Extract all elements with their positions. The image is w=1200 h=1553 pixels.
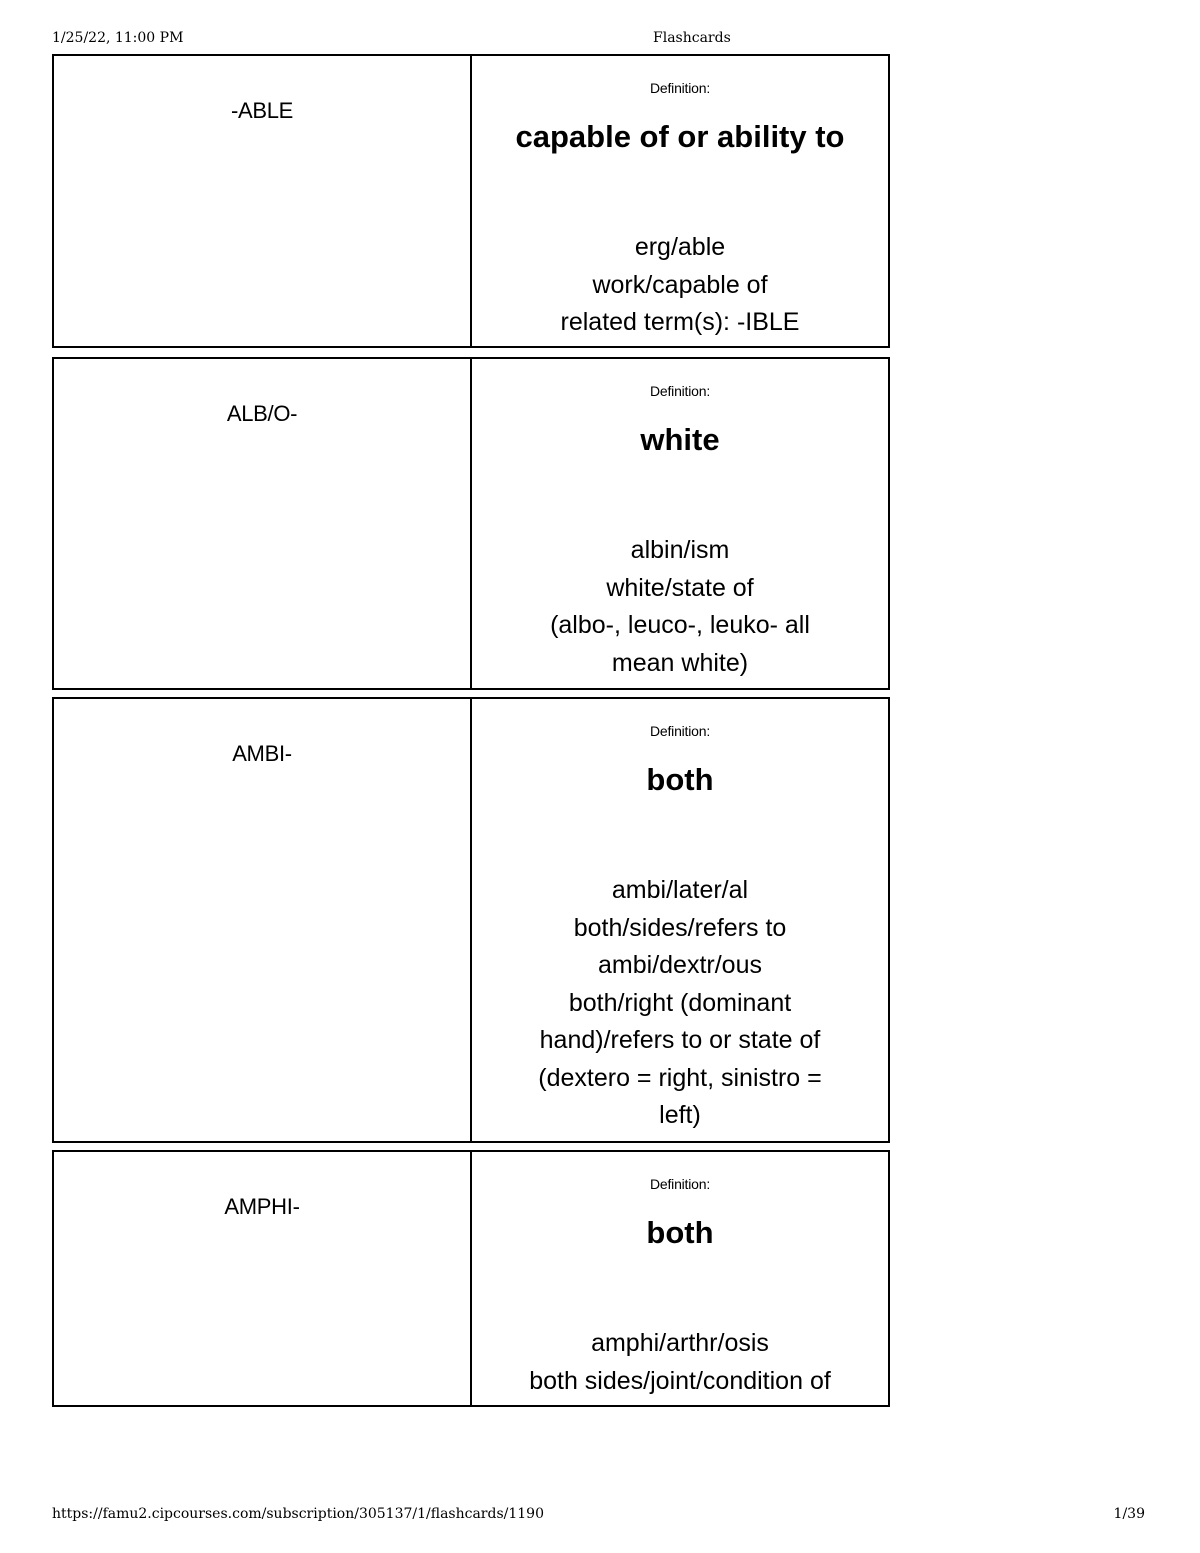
note-line: white/state of (606, 573, 754, 602)
note-line: ambi/dextr/ous (598, 951, 762, 980)
definition-label: Definition: (649, 1176, 711, 1192)
note-line: both sides/joint/condition of (529, 1366, 831, 1395)
note-line: erg/able (634, 233, 726, 262)
print-header (0, 30, 1200, 50)
note-line: (dextero = right, sinistro = (538, 1063, 822, 1092)
flashcard (52, 697, 890, 1143)
flashcard-definition-panel (472, 699, 888, 1141)
definition-notes (529, 1325, 831, 1400)
flashcard (52, 54, 890, 348)
definition-label: Definition: (649, 723, 711, 739)
definition-text: both (646, 1215, 714, 1250)
definition-notes (550, 532, 810, 682)
definition-label: Definition: (649, 383, 711, 399)
note-line: albin/ism (630, 536, 730, 565)
note-line: related term(s): -IBLE (560, 308, 800, 337)
definition-text: white (640, 422, 720, 457)
note-line: hand)/refers to or state of (539, 1026, 821, 1055)
definition-label: Definition: (649, 80, 711, 96)
definition-text: capable of or ability to (515, 119, 845, 154)
flashcard-term: -ABLE (54, 56, 472, 346)
note-line: mean white) (611, 648, 749, 677)
note-line: left) (659, 1101, 701, 1130)
flashcard-term: AMPHI- (54, 1152, 472, 1405)
note-line: both/right (dominant (568, 988, 792, 1017)
note-line: ambi/later/al (611, 876, 749, 905)
page-url: https://famu2.cipcourses.com/subscription/305137/1/flashcards/1190 (52, 1506, 544, 1522)
note-line: work/capable of (592, 270, 768, 299)
note-line: both/sides/refers to (573, 913, 787, 942)
flashcard-definition-panel (472, 359, 888, 688)
definition-notes (538, 872, 821, 1135)
definition-text: both (646, 762, 714, 797)
print-date: 1/25/22, 11:00 PM (52, 30, 184, 46)
flashcard-definition-panel (472, 56, 888, 346)
print-title: Flashcards (653, 30, 731, 46)
flashcard-term: ALB/O- (54, 359, 472, 688)
definition-notes (561, 229, 800, 342)
print-footer (0, 1506, 1200, 1526)
page-number: 1/39 (1113, 1506, 1145, 1522)
flashcard (52, 357, 890, 690)
flashcard (52, 1150, 890, 1407)
flashcard-term: AMBI- (54, 699, 472, 1141)
note-line: (albo-, leuco-, leuko- all (550, 611, 810, 640)
flashcard-definition-panel (472, 1152, 888, 1405)
note-line: amphi/arthr/osis (591, 1329, 769, 1358)
